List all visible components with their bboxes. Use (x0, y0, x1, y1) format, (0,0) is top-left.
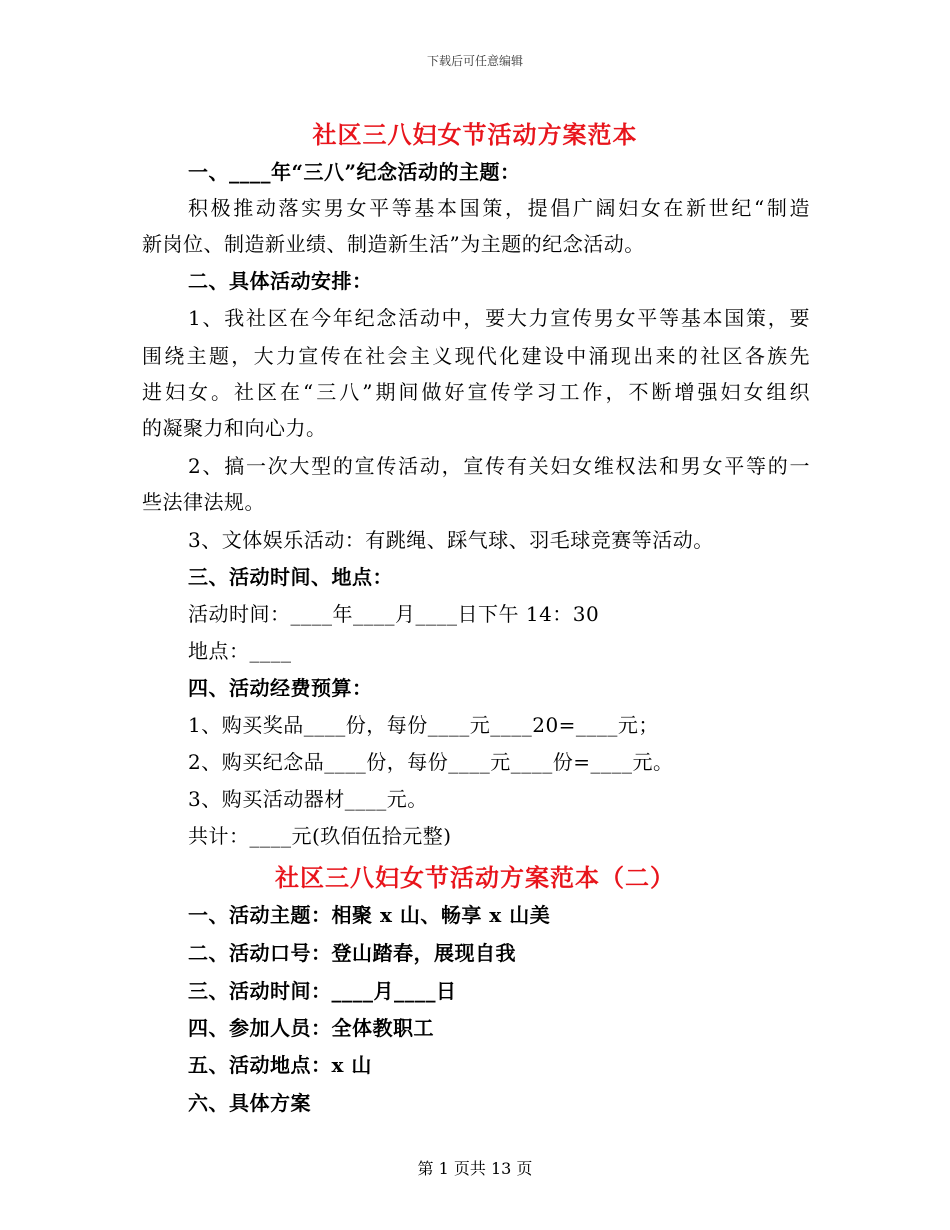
paragraph-line: 围绕主题，大力宣传在社会主义现代化建设中涌现出来的社区各族先 (142, 344, 810, 368)
paragraph-line: 些法律法规。 (142, 490, 265, 514)
section-heading-time-place: 三、活动时间、地点： (188, 565, 393, 589)
doc-title-1: 社区三八妇女节活动方案范本 (312, 120, 638, 149)
plan-item-location: 五、活动地点：x 山 (188, 1053, 372, 1077)
activity-time-line: 活动时间：____年____月____日下午 14：30 (188, 602, 600, 626)
paragraph-line: 新岗位、制造新业绩、制造新生活”为主题的纪念活动。 (142, 232, 645, 256)
section-heading-budget: 四、活动经费预算： (188, 676, 373, 700)
budget-line: 1、购买奖品____份，每份____元____20=____元； (188, 713, 659, 737)
budget-line: 3、购买活动器材____元。 (188, 787, 428, 811)
paragraph-line: 的凝聚力和向心力。 (142, 416, 327, 440)
section-heading-theme: 一、____年“三八”纪念活动的主题： (188, 160, 521, 184)
budget-total-line: 共计：____元(玖佰伍拾元整) (188, 824, 452, 848)
paragraph-line: 积极推动落实男女平等基本国策，提倡广阔妇女在新世纪“制造 (188, 196, 810, 220)
plan-item-details: 六、具体方案 (188, 1091, 311, 1115)
section-heading-arrangement: 二、具体活动安排： (188, 269, 373, 293)
activity-place-line: 地点：____ (188, 639, 292, 663)
paragraph-line: 3、文体娱乐活动：有跳绳、踩气球、羽毛球竞赛等活动。 (188, 528, 714, 552)
doc-title-2: 社区三八妇女节活动方案范本（二） (275, 863, 675, 892)
page-number: 第 1 页共 13 页 (417, 1159, 533, 1178)
plan-item-time: 三、活动时间：____月____日 (188, 979, 457, 1003)
paragraph-line: 进妇女。社区在“三八”期间做好宣传学习工作，不断增强妇女组织 (142, 380, 810, 404)
plan-item-slogan: 二、活动口号：登山踏春，展现自我 (188, 941, 516, 965)
plan-item-participants: 四、参加人员：全体教职工 (188, 1016, 434, 1040)
header-note: 下载后可任意编辑 (426, 54, 523, 68)
paragraph-line: 1、我社区在今年纪念活动中，要大力宣传男女平等基本国策，要 (188, 306, 810, 330)
budget-line: 2、购买纪念品____份，每份____元____份=____元。 (188, 750, 674, 774)
paragraph-line: 2、搞一次大型的宣传活动，宣传有关妇女维权法和男女平等的一 (188, 454, 810, 478)
plan-item-theme: 一、活动主题：相聚 x 山、畅享 x 山美 (188, 903, 551, 927)
